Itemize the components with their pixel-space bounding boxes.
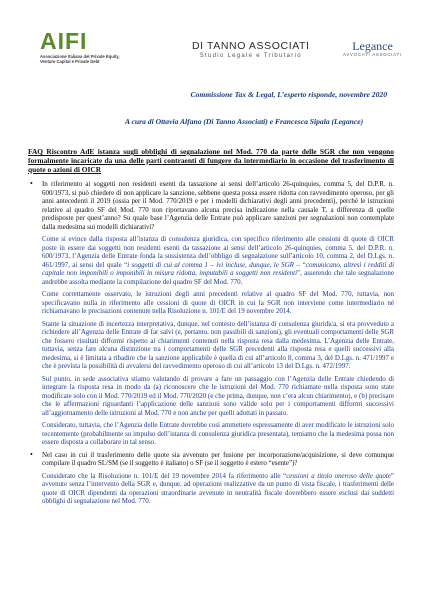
document-body — [28, 147, 394, 510]
document-header — [0, 0, 423, 78]
legance-name: Legance — [352, 39, 393, 53]
di-tanno-logo — [192, 40, 310, 60]
answer-paragraph-3: Stante la situazione di incertezza interpretativa, dunque, nel contesto dell’istanza di consulenza giuridica, si era provveduto a richiedere all’Agenzia delle Entrate di far salvi (e, pertanto, non passibili di sanzioni), gli eventuali comportamenti delle SGR che fossero risultati difformi rispetto ai chiarimenti contenuti nella risposta resa dalla medesima. L’Agenzia delle Entrate, tuttavia, senza fare alcuna distinzione tra i comportamenti delle SGR precedenti alla risposta resa e quelli successivi alla medesima, si è limitata a ribadire che la sanzione applicabile è quella di cui all’articolo 8, comma 3, del D.Lgs. n. 471/1997 e che è prevista la possibilità di avvalersi del ravvedimento operoso di cui all’articolo 13 del D.Lgs. n. 472/1997. — [42, 319, 394, 370]
aifi-logo-mark: AIFI — [40, 28, 88, 54]
question-2-text: Nel caso in cui il trasferimento delle quote sia avvenuto per fusione per incorporazione/acquisizione, si deve comunque compilare il quadro SL/SM (se il soggetto è italiano) o SF (se il soggetto è estero “esente”)? — [42, 450, 394, 467]
commission-line: Commissione Tax & Legal, L’esperto risponde, novembre 2020 — [190, 90, 387, 99]
question-1-text: In riferimento ai soggetti non residenti esenti da tassazione ai sensi dell’articolo 26-quinquies, comma 5, del D.P.R. n. 600/1973, si può chiedere di non applicare la sanzione, sebbene questa possa essere ridotta con ravvedimento operoso, per gli anni antecedenti il 2019 (ossia per il Mod. 770/2019 e per i modelli dichiarativi degli anni precedenti), perché le istruzioni relative al quadro SF del Mod. 770 non riportavano alcuna precisa indicazione nella causale T, a differenza di quelle predisposte per quest’anno? Su quale base l’Agenzia delle Entrate può applicare sanzioni per segnalazioni non contemplate dalla medesima sui modelli dichiarativi? — [42, 180, 394, 231]
answer-paragraph-1 — [28, 235, 394, 286]
bullet-icon: • — [30, 449, 33, 459]
bullet-icon: • — [30, 179, 33, 188]
answer-paragraph-5: Considerato, tuttavia, che l’Agenzia delle Entrate dovrebbe così ammettere espressamente di aver modificato le istruzioni solo recentemente (probabilmente su impulso dell’istanza di consulenza giuridica presentata), temiamo che la medesima possa non essere disposta a collaborare in tal senso. — [42, 421, 394, 446]
aifi-logo-subtitle — [40, 54, 160, 64]
authors-line: A cura di Ottavia Alfano (Di Tanno Associati) e Francesca Sipala (Legance) — [125, 117, 364, 126]
question-1 — [28, 180, 394, 231]
answer-6-text-start: Considerato che la Risoluzione n. 101/E del 19 novembre 2014 fa riferimento alle “ — [42, 471, 287, 480]
answer-6-text-end: ” avvenute senza l’intervento della SGR e, dunque, ad operazioni realizzative da un punto di vista fiscale, i trasferimenti delle quote di OICR dipendenti da operazioni straordinarie avvenute in neutralità fiscale dovrebbero essere esclusi dai suddetti obblighi di segnalazione nel Mod. 770. — [42, 471, 394, 505]
answer-1-quote: i soggetti di cui al comma 1 – ivi incluse, dunque, le SGR – “comunicano, altresì i redditi di capitale non imponibili o imponibili in misura ridotta, imputabili a soggetti non residenti — [42, 260, 395, 277]
aifi-logo — [40, 30, 160, 64]
aifi-subtitle-line1: Associazione Italiana del Private Equity, — [40, 54, 120, 59]
legance-subtitle: AVVOCATI ASSOCIATI — [343, 52, 403, 57]
legance-logo — [343, 40, 402, 58]
answer-paragraph-4: Sul punto, in sede associativa stiamo valutando di provare a fare un passaggio con l’Agenzia delle Entrate chiedendo di integrare la risposta resa in modo da (a) riconoscere che le istruzioni del Mod. 770 richiamate nella risposta sono state modificate solo con il Mod. 770/2019 ed il Mod. 770/2020 (e che prima, dunque, non c’era alcun chiarimento), e (b) precisare che le affermazioni riguardanti l’applicazione delle sanzioni sono valide solo per i comportamenti difformi successivi all’aggiornamento delle istruzioni al Mod. 770 e non anche per quelli adottati in passato. — [42, 374, 394, 417]
answer-1-text-start: Come si evince dalla risposta all’istanza di consulenza giuridica, con specifico riferimento alle cessioni di quote di OICR poste in essere dai soggetti non residenti esenti da tassazione ai sensi dell’articolo 26-quinquies, comma 5, del D.P.R. n. 600/1973, l’Agenzia delle Entrate fonda la sussistenza dell’obbligo di segnalazione sull’articolo 10, comma 2, del D.Lgs. n. 461/1997, ai sensi del quale “ — [42, 235, 394, 269]
answer-6-quote: cessioni a titolo oneroso delle quote — [286, 471, 391, 480]
di-tanno-name: DI TANNO ASSOCIATI — [192, 40, 310, 52]
answer-paragraph-6 — [28, 472, 394, 506]
di-tanno-subtitle: Studio Legale e Tributario — [199, 53, 302, 59]
answer-1-text-end: ”, asserendo che tale segnalazione andrebbe assolta mediante la compilazione del quadro SF del Mod. 770. — [42, 269, 394, 286]
question-2 — [28, 451, 394, 468]
faq-title: FAQ Riscontro AdE istanza sugli obblighi di segnalazione nel Mod. 770 da parte delle SGR che non vengono formalmente incaricate da una delle parti contraenti di fungere da intermediario in occasione del trasferimento di quote o azioni di OICR — [28, 147, 394, 174]
aifi-subtitle-line2: Venture Capital e Private Debt — [40, 59, 100, 64]
answer-paragraph-2: Come correttamente osservato, le istruzioni degli anni precedenti relative al quadro SF del Mod. 770, tuttavia, non specificavano nulla in riferimento alle cessioni di quote di OICR in cui la SGR non interviene come intermediario né richiamavano le precisazioni contenute nella Risoluzione n. 101/E del 19 novembre 2014. — [42, 290, 394, 315]
